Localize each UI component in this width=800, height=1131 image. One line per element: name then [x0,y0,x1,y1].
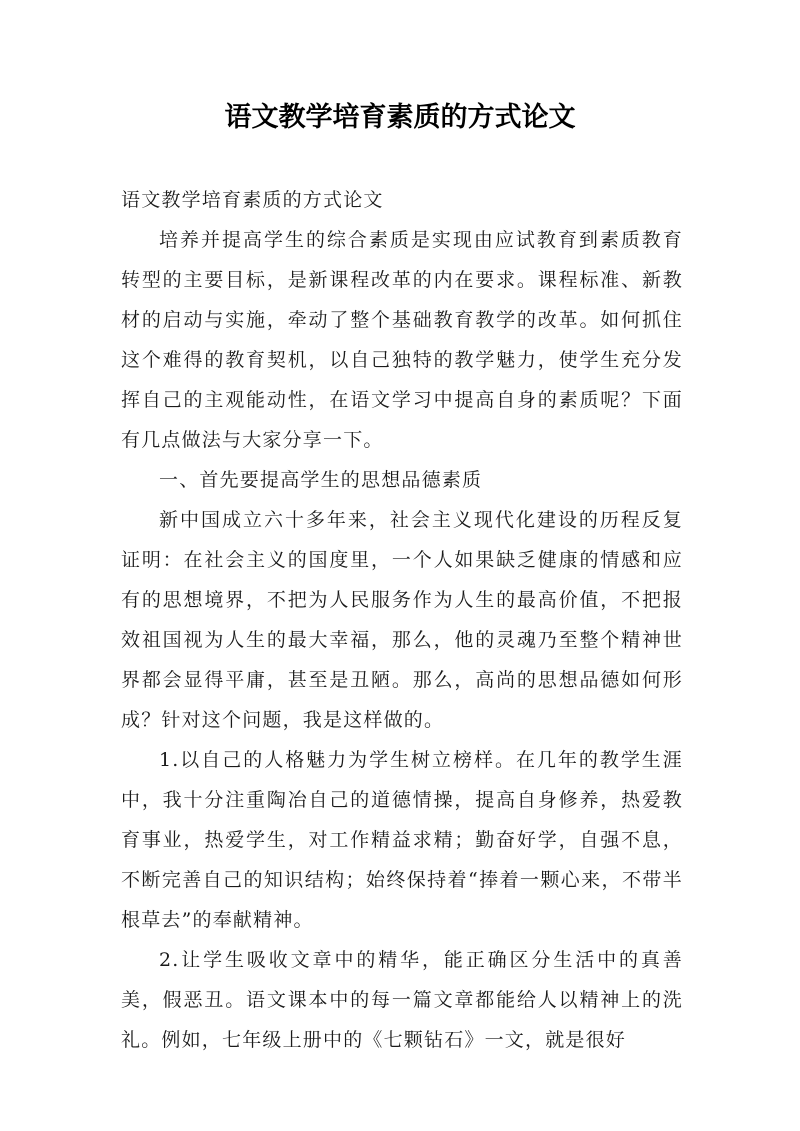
paragraph-point-1: 1.以自己的人格魅力为学生树立榜样。在几年的教学生涯中，我十分注重陶冶自己的道德情操，提高自身修养，热爱教育事业，热爱学生，对工作精益求精；勤奋好学，自强不息，不断完善自己的知识结构；始终保持着“捧着一颗心来，不带半根草去”的奉献精神。 [121,749,683,931]
document-title: 语文教学培育素质的方式论文 [224,102,576,133]
document-body [121,180,683,1060]
paragraph-subtitle: 语文教学培育素质的方式论文 [121,189,384,211]
section-heading: 一、首先要提高学生的思想品德素质 [159,469,483,491]
paragraph-section-1: 新中国成立六十多年来，社会主义现代化建设的历程反复证明：在社会主义的国度里，一个人如果缺乏健康的情感和应有的思想境界，不把为人民服务作为人生的最高价值，不把报效祖国视为人生的最大幸福，那么，他的灵魂乃至整个精神世界都会显得平庸，甚至是丑陋。那么，高尚的思想品德如何形成？针对这个问题，我是这样做的。 [121,509,683,731]
paragraph-intro: 培养并提高学生的综合素质是实现由应试教育到素质教育转型的主要目标，是新课程改革的内在要求。课程标准、新教材的启动与实施，牵动了整个基础教育教学的改革。如何抓住这个难得的教育契机，以自己独特的教学魅力，使学生充分发挥自己的主观能动性，在语文学习中提高自身的素质呢？下面有几点做法与大家分享一下。 [121,229,683,451]
paragraph-point-2: 2.让学生吸收文章中的精华，能正确区分生活中的真善美，假恶丑。语文课本中的每一篇文章都能给人以精神上的洗礼。例如，七年级上册中的《七颗钻石》一文，就是很好 [121,949,683,1051]
